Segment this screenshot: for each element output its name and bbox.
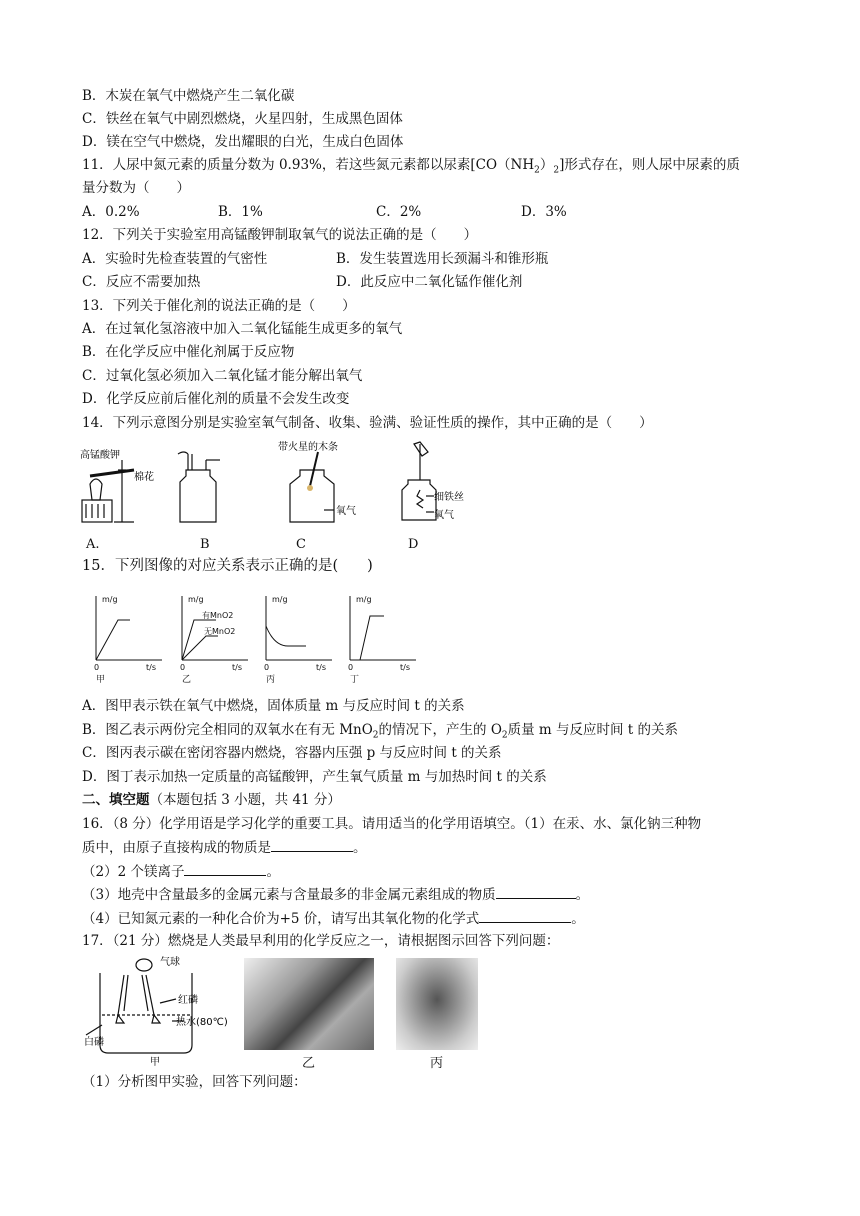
label-kmno4: 高锰酸钾 [80, 450, 120, 461]
xlabel: t/s [400, 663, 410, 672]
xlabel: t/s [316, 663, 326, 672]
graph-caption: 甲 [96, 675, 106, 685]
q13-option-c: C．过氧化氢必须加入二氧化锰才能分解出氧气 [82, 368, 363, 384]
q16-text: 质中，由原子直接构成的物质是 [82, 840, 271, 856]
q12-option-c: C．反应不需要加热 [82, 274, 201, 290]
q12-option-a: A．实验时先检查装置的气密性 [82, 251, 268, 267]
label-hot-water: 热水(80℃) [176, 1017, 228, 1028]
label-cotton: 棉花 [134, 472, 154, 483]
q11-option-b: B．1% [218, 204, 263, 220]
ylabel: m/g [356, 595, 372, 604]
q15-option-c: C．图丙表示碳在密闭容器内燃烧，容器内压强 p 与反应时间 t 的关系 [82, 745, 502, 761]
q15-b-part: 质量 m 与反应时间 t 的关系 [507, 722, 679, 738]
label-oxygen-d: 氧气 [434, 510, 454, 521]
figure-caption-bing: 丙 [430, 1056, 444, 1071]
apparatus-d-figure [402, 442, 436, 520]
q10-option-b: B．木炭在氧气中燃烧产生二氧化碳 [82, 88, 295, 104]
q15-option-b [82, 720, 678, 746]
q11-stem-cont: 量分数为（ ） [82, 180, 190, 196]
answer-blank[interactable] [184, 861, 266, 876]
answer-blank[interactable] [496, 884, 576, 899]
label-balloon: 气球 [160, 957, 180, 968]
q15-b-part: 的情况下，产生的 O [378, 722, 502, 738]
q16-part1 [82, 837, 367, 858]
q16-text: （3）地壳中含量最多的金属元素与含量最多的非金属元素组成的物质 [82, 887, 496, 903]
q14-caption-a: A. [86, 537, 100, 552]
label-iron-wire: 细铁丝 [434, 492, 464, 503]
q12-option-b: B．发生装置选用长颈漏斗和锥形瓶 [336, 251, 549, 267]
q16-text-end: 。 [571, 911, 585, 927]
section-title: 二、填空题 [82, 792, 150, 808]
subscript: 2 [534, 165, 540, 176]
apparatus-c-figure [290, 452, 334, 522]
ylabel: m/g [102, 595, 118, 604]
ylabel: m/g [188, 595, 204, 604]
q15-option-d: D．图丁表示加热一定质量的高锰酸钾，产生氧气质量 m 与加热时间 t 的关系 [82, 769, 547, 785]
q16-stem: 16．（8 分）化学用语是学习化学的重要工具。请用适当的化学用语填空。（1）在汞、水、氯化钠三种物 [82, 816, 702, 832]
subscript: 2 [553, 165, 560, 176]
figure-caption: 甲 [150, 1057, 160, 1068]
q17-sub1: （1）分析图甲实验，回答下列问题： [82, 1074, 307, 1090]
q11-option-c: C．2% [376, 204, 422, 220]
q14-caption-b: B [200, 537, 210, 552]
q11-option-d: D．3% [521, 204, 567, 220]
origin: 0 [348, 663, 354, 672]
label-oxygen-c: 氧气 [336, 506, 356, 517]
q14-caption-c: C [296, 537, 306, 552]
q16-text: （4）已知氮元素的一种化合价为+5 价，请写出其氧化物的化学式 [82, 911, 480, 927]
q13-option-b: B．在化学反应中催化剂属于反应物 [82, 344, 295, 360]
q16-text: （2）2 个镁离子 [82, 864, 185, 880]
origin: 0 [264, 663, 270, 672]
origin: 0 [94, 663, 100, 672]
label-white-phosphorus: 白磷 [84, 1037, 104, 1048]
graph-caption: 丙 [266, 675, 276, 685]
q14-stem: 14．下列示意图分别是实验室氧气制备、收集、验满、验证性质的操作，其中正确的是（ ） [82, 415, 653, 431]
apparatus-a-figure [82, 460, 134, 522]
photo-yi [244, 958, 374, 1050]
q16-text-end: 。 [266, 864, 280, 880]
label-red-phosphorus: 红磷 [178, 995, 198, 1006]
graph-jia [94, 595, 162, 685]
q16-part3 [82, 884, 589, 905]
subscript: 2 [372, 730, 379, 741]
figure-jia-apparatus [84, 955, 228, 1068]
label-splint: 带火星的木条 [278, 442, 338, 453]
q13-option-a: A．在过氧化氢溶液中加入二氧化锰能生成更多的氧气 [82, 321, 403, 337]
answer-blank[interactable] [271, 837, 353, 852]
xlabel: t/s [232, 663, 242, 672]
q13-option-d: D．化学反应前后催化剂的质量不会发生改变 [82, 391, 350, 407]
graph-caption: 乙 [182, 675, 192, 685]
apparatus-b-figure [178, 452, 220, 522]
q16-text-end: 。 [353, 840, 367, 856]
q10-option-c: C．铁丝在氧气中剧烈燃烧，火星四射，生成黑色固体 [82, 111, 403, 127]
q10-option-d: D．镁在空气中燃烧，发出耀眼的白光，生成白色固体 [82, 134, 404, 150]
q15-graphs [86, 590, 426, 684]
section-2-heading [82, 790, 341, 810]
q13-stem: 13．下列关于催化剂的说法正确的是（ ） [82, 298, 356, 314]
xlabel: t/s [146, 663, 156, 672]
q14-caption-d: D [408, 537, 419, 552]
ylabel: m/g [272, 595, 288, 604]
q15-stem: 15．下列图像的对应关系表示正确的是( ) [82, 558, 373, 574]
graph-ding [348, 595, 416, 685]
origin: 0 [180, 663, 186, 672]
q16-part2 [82, 861, 280, 882]
q15-option-a: A．图甲表示铁在氧气中燃烧，固体质量 m 与反应时间 t 的关系 [82, 698, 465, 714]
graph-caption: 丁 [350, 675, 360, 685]
subscript: 2 [501, 730, 508, 741]
q12-stem: 12．下列关于实验室用高锰酸钾制取氧气的说法正确的是（ ） [82, 227, 478, 243]
q12-option-d: D．此反应中二氧化锰作催化剂 [336, 274, 523, 290]
q17-stem: 17．（21 分）燃烧是人类最早利用的化学反应之一，请根据图示回答下列问题： [82, 933, 560, 949]
q11-stem-part: ） [539, 157, 554, 173]
q11-stem [82, 155, 740, 181]
figure-caption-yi: 乙 [302, 1056, 316, 1071]
graph-yi [180, 595, 248, 685]
q15-b-part: B．图乙表示两份完全相同的双氧水在有无 MnO [82, 722, 373, 738]
answer-blank[interactable] [479, 908, 571, 923]
label-without-mno2: 无MnO2 [204, 627, 236, 636]
q11-option-a: A．0.2% [82, 204, 140, 220]
label-with-mno2: 有MnO2 [202, 611, 234, 620]
q11-stem-part: 11．人尿中氮元素的质量分数为 0.93%，若这些氮元素都以尿素[CO（NH [82, 157, 535, 173]
graph-bing [264, 595, 332, 685]
q16-part4 [82, 908, 585, 929]
q16-text-end: 。 [575, 887, 590, 903]
section-note: （本题包括 3 小题，共 41 分） [149, 792, 341, 808]
q14-figures [78, 440, 464, 540]
q11-stem-part: ]形式存在，则人尿中尿素的质 [559, 157, 740, 173]
photo-bing [396, 958, 478, 1050]
